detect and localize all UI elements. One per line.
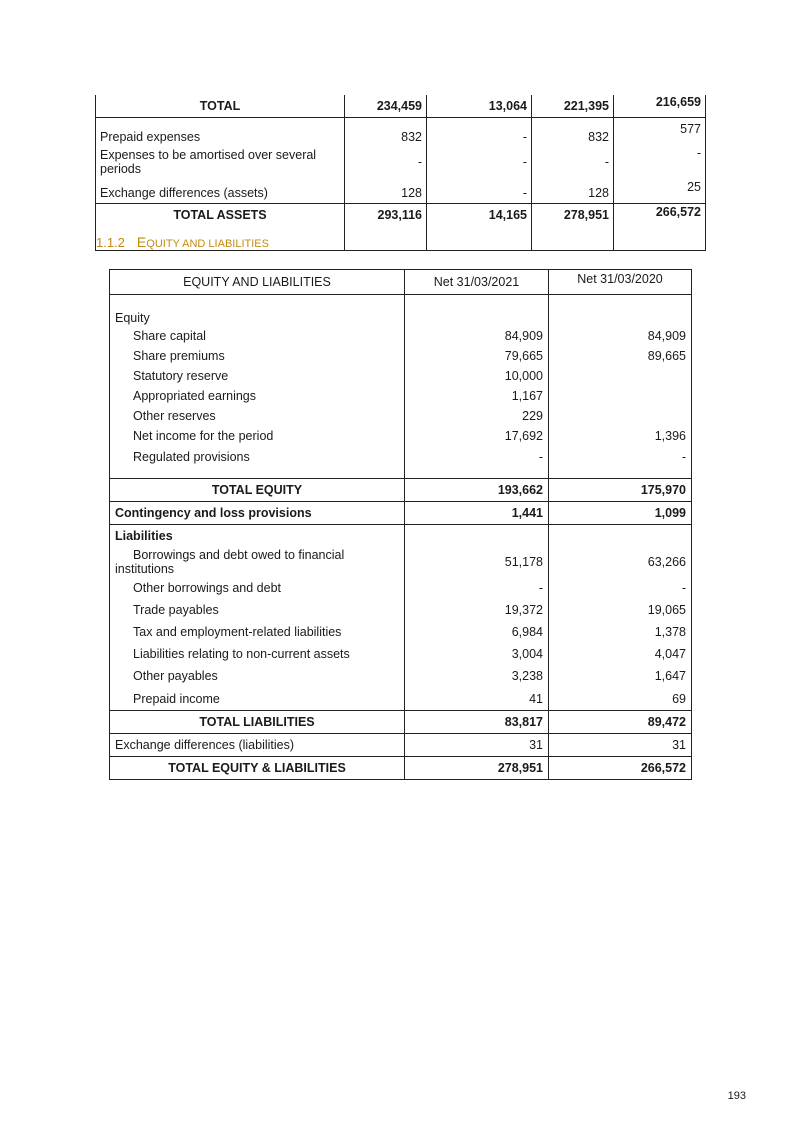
cell-value: 832 [345, 118, 427, 145]
cell-value: 1,167 [405, 386, 549, 406]
table-row [110, 446, 692, 468]
row-label [110, 546, 405, 577]
row-label: Prepaid income [110, 687, 405, 711]
table-row [110, 546, 692, 577]
spacer-row [110, 468, 692, 479]
section-title-part: IABILITIES [214, 238, 269, 250]
table-row-total-liabilities [110, 711, 692, 734]
assets-table [95, 95, 706, 251]
cell-value: 17,692 [405, 426, 549, 446]
cell-value: 266,572 [549, 757, 692, 780]
row-label: Regulated provisions [110, 446, 405, 468]
cell-value: 577 [614, 118, 706, 145]
cell-value: 6,984 [405, 621, 549, 643]
cell-value: 31 [549, 734, 692, 757]
row-label: Trade payables [110, 598, 405, 621]
table-row [96, 144, 706, 180]
table-row-exchange-liabilities [110, 734, 692, 757]
section-title-part: QUITY AND [146, 238, 209, 250]
cell-value: 84,909 [405, 326, 549, 346]
cell-value: 278,951 [532, 204, 614, 251]
row-label-line: institutions [115, 561, 175, 576]
cell-value: 89,665 [549, 346, 692, 366]
table-row [110, 406, 692, 426]
cell-value: 69 [549, 687, 692, 711]
cell-value: - [405, 577, 549, 598]
table-row [110, 687, 692, 711]
table-row [110, 366, 692, 386]
section-number: 1.1.2 [96, 235, 125, 250]
cell-value: 234,459 [345, 95, 427, 118]
cell-value: 89,472 [549, 711, 692, 734]
table-row [96, 180, 706, 204]
table-row [110, 577, 692, 598]
table-header-row [110, 270, 692, 295]
section-heading [96, 234, 269, 250]
cell-value [549, 406, 692, 426]
equity-heading-row [110, 295, 692, 327]
cell-value: 19,065 [549, 598, 692, 621]
cell-value: 83,817 [405, 711, 549, 734]
table-row [110, 598, 692, 621]
cell-value: 3,238 [405, 665, 549, 687]
cell-value: 79,665 [405, 346, 549, 366]
cell-value: 25 [614, 180, 706, 204]
cell-value: 193,662 [405, 479, 549, 502]
cell-value: 1,441 [405, 502, 549, 525]
cell-value: 278,951 [405, 757, 549, 780]
cell-value: 51,178 [405, 546, 549, 577]
row-label: Other borrowings and debt [110, 577, 405, 598]
table-row [110, 426, 692, 446]
cell-value: 31 [405, 734, 549, 757]
cell-value: 41 [405, 687, 549, 711]
cell-value: - [614, 144, 706, 180]
row-label: Other reserves [110, 406, 405, 426]
table-row [110, 346, 692, 366]
cell-value: 10,000 [405, 366, 549, 386]
table-row-total [96, 95, 706, 118]
row-label: Liabilities relating to non-current assets [110, 643, 405, 665]
row-label: Share capital [110, 326, 405, 346]
table-row-total-equity-liabilities [110, 757, 692, 780]
section-title-part: E [136, 234, 147, 250]
cell-value: - [427, 144, 532, 180]
cell-value: 229 [405, 406, 549, 426]
column-header: EQUITY AND LIABILITIES [110, 270, 405, 295]
row-label: Tax and employment-related liabilities [110, 621, 405, 643]
cell-value: 4,047 [549, 643, 692, 665]
cell-value: 221,395 [532, 95, 614, 118]
row-label: TOTAL ASSETS [96, 204, 345, 251]
cell-value: - [405, 446, 549, 468]
cell-value: 293,116 [345, 204, 427, 251]
page-number: 193 [727, 1090, 746, 1102]
cell-value: 266,572 [614, 204, 706, 251]
table-row [110, 326, 692, 346]
cell-value: 14,165 [427, 204, 532, 251]
cell-value: 63,266 [549, 546, 692, 577]
row-label: TOTAL [96, 95, 345, 118]
cell-value: - [549, 577, 692, 598]
row-label: TOTAL LIABILITIES [110, 711, 405, 734]
cell-value: - [345, 144, 427, 180]
cell-value: 1,378 [549, 621, 692, 643]
cell-value: - [427, 118, 532, 145]
cell-value: 3,004 [405, 643, 549, 665]
cell-value: 13,064 [427, 95, 532, 118]
cell-value: - [532, 144, 614, 180]
row-label: TOTAL EQUITY & LIABILITIES [110, 757, 405, 780]
row-label: Contingency and loss provisions [110, 502, 405, 525]
row-label: Statutory reserve [110, 366, 405, 386]
row-label: Share premiums [110, 346, 405, 366]
row-label: Exchange differences (liabilities) [110, 734, 405, 757]
cell-value: 1,647 [549, 665, 692, 687]
cell-value: 175,970 [549, 479, 692, 502]
liabilities-heading-row [110, 525, 692, 547]
section-title-part: L [208, 238, 215, 250]
cell-value [549, 366, 692, 386]
cell-value: 216,659 [614, 95, 706, 118]
cell-value: 19,372 [405, 598, 549, 621]
cell-value: 1,099 [549, 502, 692, 525]
liabilities-heading: Liabilities [110, 525, 405, 547]
cell-value: - [549, 446, 692, 468]
table-row [110, 621, 692, 643]
table-row [110, 643, 692, 665]
cell-value: - [427, 180, 532, 204]
equity-liabilities-table [109, 269, 692, 780]
row-label: TOTAL EQUITY [110, 479, 405, 502]
row-label: Exchange differences (assets) [96, 180, 345, 204]
table-row [96, 118, 706, 145]
table-row [110, 386, 692, 406]
row-label: Net income for the period [110, 426, 405, 446]
row-label: Appropriated earnings [110, 386, 405, 406]
table-row [110, 665, 692, 687]
row-label: Prepaid expenses [96, 118, 345, 145]
cell-value: 128 [345, 180, 427, 204]
cell-value: 128 [532, 180, 614, 204]
table-row-total-equity [110, 479, 692, 502]
cell-value [549, 386, 692, 406]
cell-value: 1,396 [549, 426, 692, 446]
cell-value: 832 [532, 118, 614, 145]
equity-heading: Equity [110, 295, 405, 327]
table-row-contingency [110, 502, 692, 525]
column-header: Net 31/03/2021 [405, 270, 549, 295]
row-label: Expenses to be amortised over several periods [96, 144, 345, 180]
column-header: Net 31/03/2020 [549, 270, 692, 295]
row-label: Other payables [110, 665, 405, 687]
cell-value: 84,909 [549, 326, 692, 346]
row-label-line: Borrowings and debt owed to financial [133, 547, 345, 562]
